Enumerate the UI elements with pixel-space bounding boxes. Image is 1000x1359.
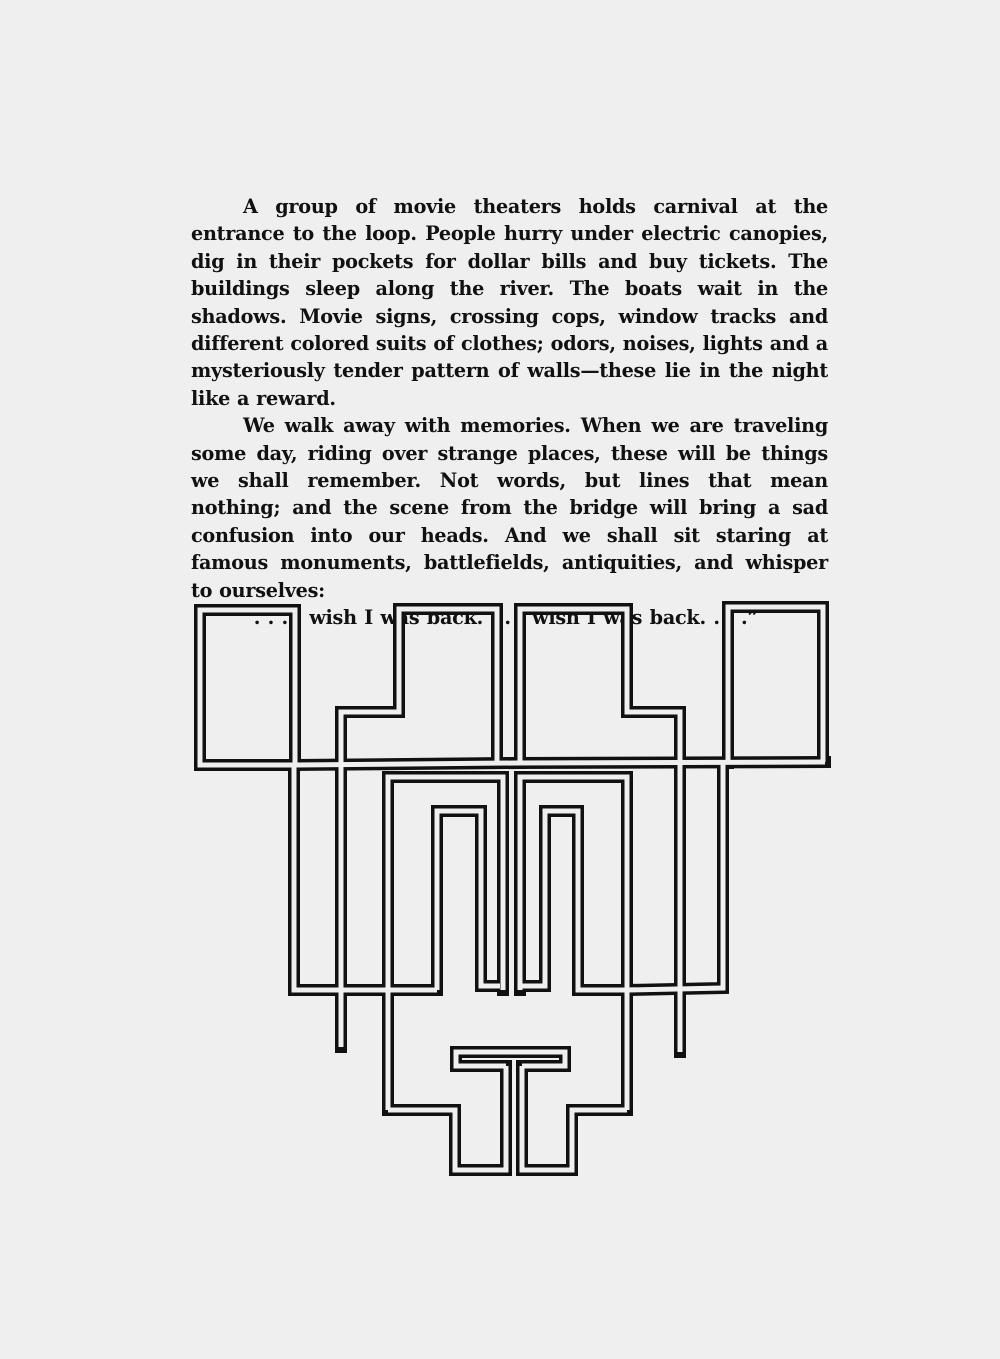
bottom-right-step-gap (522, 1066, 627, 1170)
center-right-outer-u-outline (520, 777, 627, 1110)
left-hanging-loop-outline (294, 765, 388, 990)
bottom-left-step-gap (388, 1066, 506, 1170)
right-hanging-loop-outline (627, 763, 723, 990)
top-band-right-outline (515, 762, 825, 763)
closing-quote: “. . . . wish I was back. . . . wish I was back. . . .” (243, 606, 759, 630)
right-hanging-loop-gap (627, 763, 723, 990)
top-band-left-gap (295, 763, 515, 765)
bottom-right-step-outline (522, 1066, 627, 1170)
bottom-t-bar-outline (456, 1052, 565, 1066)
center-left-outer-u-outline (388, 777, 503, 1110)
center-left-inner-u-outline (437, 811, 500, 990)
stepped-box-left-outline (341, 609, 497, 765)
center-left-inner-u-gap (437, 811, 500, 990)
center-right-outer-u-gap (520, 777, 627, 1110)
paragraph-2: We walk away with memories. When we are traveling some day, riding over strange places, these will be things we shall remember. Not words, but lines that mean nothing; and the scene from the bridge will bring a sad confusion into our heads. And we shall sit staring at famous monuments, battlefields, antiquities, and whisper to ourselves: (191, 414, 828, 602)
body-text (191, 193, 828, 632)
bottom-t-bar-gap (456, 1052, 565, 1066)
center-right-inner-u-gap (520, 811, 627, 990)
left-hanging-loop-gap (294, 765, 388, 990)
top-left-box-outline (200, 610, 295, 765)
top-band-right-gap (515, 762, 825, 763)
top-band-left-outline (295, 763, 515, 765)
top-left-box-gap (200, 610, 295, 765)
paragraph-1: A group of movie theaters holds carnival at the entrance to the loop. People hurry under electric canopies, dig in their pockets for dollar bills and buy tickets. The buildings sleep along the river. The boats wait in the shadows. Movie signs, crossing cops, window tracks and different colored suits of clothes; odors, noises, lights and a mysteriously tender pattern of walls—these lie in the night like a reward. (191, 195, 828, 410)
stepped-box-left-gap (341, 609, 497, 765)
center-left-outer-u-gap (388, 777, 503, 1110)
stepped-box-right-outline (520, 609, 680, 763)
center-right-inner-u-outline (520, 811, 627, 990)
bottom-left-step-outline (388, 1066, 506, 1170)
stepped-box-right-gap (520, 609, 680, 763)
